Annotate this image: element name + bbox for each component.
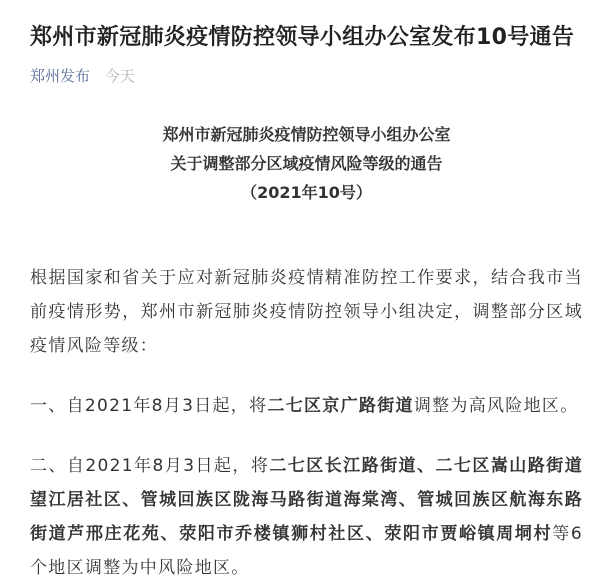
text-segment: 调整为高风险地区。 — [413, 396, 579, 416]
account-name-link[interactable]: 郑州发布 — [30, 67, 91, 85]
text-segment: 二、自2021年8月3日起，将 — [30, 456, 270, 476]
article-meta — [30, 66, 583, 86]
notice-heading-line: 郑州市新冠肺炎疫情防控领导小组办公室 — [162, 125, 451, 144]
intro-paragraph: 根据国家和省关于应对新冠肺炎疫情精准防控工作要求，结合我市当前疫情形势，郑州市新冠肺炎疫情防控领导小组决定，调整部分区域疫情风险等级： — [30, 268, 583, 356]
text-segment: 等6个地区调整为中风险地区。 — [30, 524, 584, 578]
publish-date: 今天 — [104, 67, 135, 85]
item-2-paragraph — [30, 449, 583, 585]
bold-segment: 二七区京广路街道 — [267, 396, 414, 416]
notice-heading-line: 关于调整部分区域疫情风险等级的通告 — [170, 154, 443, 173]
item-1-paragraph — [30, 389, 583, 423]
article-title: 郑州市新冠肺炎疫情防控领导小组办公室发布10号通告 — [30, 25, 575, 50]
notice-number: （2021年10号） — [241, 183, 372, 202]
text-segment: 一、自2021年8月3日起，将 — [30, 396, 268, 416]
bold-segment: 二七区长江路街道、二七区嵩山路街道望江居社区、管城回族区陇海马路街道海棠湾、管城回族区航海东路街道芦邢庄花苑、荥阳市乔楼镇狮村社区、荥阳市贾峪镇周垌村 — [30, 456, 583, 544]
